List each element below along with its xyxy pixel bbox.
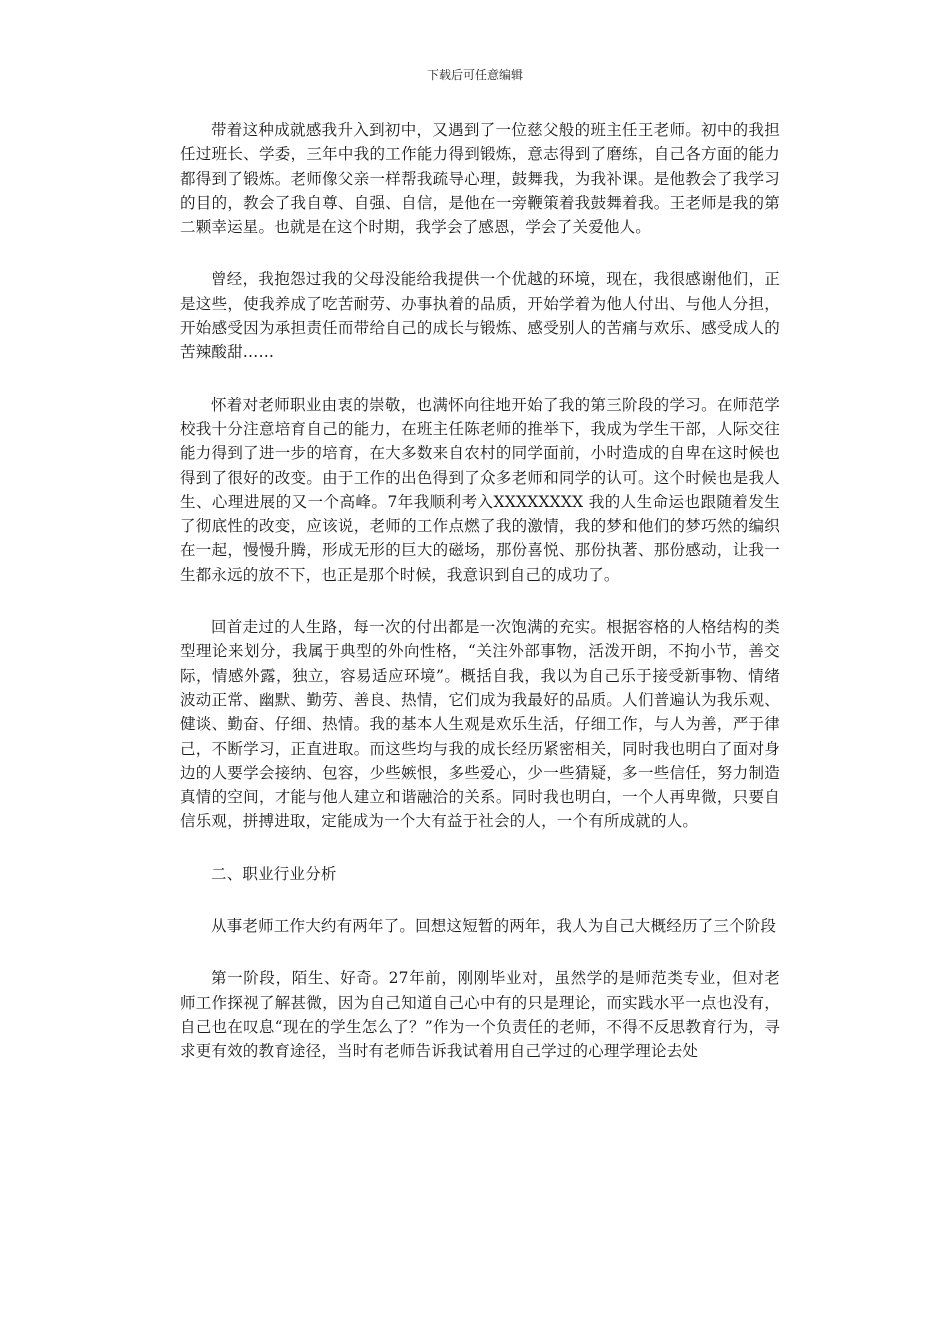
paragraph-normal-school: 怀着对老师职业由衷的崇敬，也满怀向往地开始了我的第三阶段的学习。在师范学校我十分注意培育自己的能力，在班主任陈老师的推举下，我成为学生干部，人际交往能力得到了进一步的培育，在大多数来自农村的同学面前，小时造成的自卑在这时候也得到了很好的改变。由于工作的出色得到了众多老师和同学的认可。这个时候也是我人生、心理进展的又一个高峰。7年我顺利考入XXXXXXXX 我的人生命运也跟随着发生了彻底性的改变，应该说，老师的工作点燃了我的激情，我的梦和他们的梦巧然的编织在一起，慢慢升腾，形成无形的巨大的磁场，那份喜悦、那份执著、那份感动，让我一生都永远的放不下，也正是那个时候，我意识到自己的成功了。 [180, 395, 780, 584]
paragraph-junior-high: 带着这种成就感我升入到初中，又遇到了一位慈父般的班主任王老师。初中的我担任过班长、学委，三年中我的工作能力得到锻炼，意志得到了磨练，自己各方面的能力都得到了锻炼。老师像父亲一样帮我疏导心理，鼓舞我，为我补课。是他教会了我学习的目的，教会了我自尊、自强、自信，是他在一旁鞭策着我鼓舞着我。王老师是我的第二颗幸运星。也就是在这个时期，我学会了感恩，学会了关爱他人。 [180, 121, 780, 237]
paragraph-teaching-years: 从事老师工作大约有两年了。回想这短暂的两年，我人为自己大概经历了三个阶段 [211, 917, 777, 936]
paragraph-stage-one: 第一阶段，陌生、好奇。27年前，刚刚毕业对，虽然学的是师范类专业，但对老师工作探视了解甚微，因为自己知道自己心中有的只是理论，而实践水平一点也没有，自己也在叹息“现在的学生怎么了？”作为一个负责任的老师，不得不反思教育行为，寻求更有效的教育途径，当时有老师告诉我试着用自己学过的心理学理论去处 [180, 969, 780, 1061]
paragraph-parents: 曾经，我抱怨过我的父母没能给我提供一个优越的环境，现在，我很感谢他们，正是这些，使我养成了吃苦耐劳、办事执着的品质，开始学着为他人付出、与他人分担，开始感受因为承担责任而带给自己的成长与锻炼、感受别人的苦痛与欢乐、感受成人的苦辣酸甜…… [180, 270, 780, 362]
section-heading-industry-analysis: 二、职业行业分析 [211, 864, 337, 883]
page-header: 下载后可任意编辑 [426, 68, 523, 82]
document-body [180, 118, 780, 1092]
paragraph-personality: 回首走过的人生路，每一次的付出都是一次饱满的充实。根据容格的人格结构的类型理论来划分，我属于典型的外向性格，“关注外部事物，活泼开朗，不拘小节，善交际，情感外露，独立，容易适应环境”。概括自我，我以为自己乐于接受新事物、情绪波动正常、幽默、勤劳、善良、热情，它们成为我最好的品质。人们普遍认为我乐观、健谈、勤奋、仔细、热情。我的基本人生观是欢乐生活，仔细工作，与人为善，严于律己，不断学习，正直进取。而这些均与我的成长经历紧密相关，同时我也明白了面对身边的人要学会接纳、包容，少些嫉恨，多些爱心，少一些猜疑，多一些信任，努力制造真情的空间，才能与他人建立和谐融洽的关系。同时我也明白，一个人再卑微，只要自信乐观，拼搏进取，定能成为一个大有益于社会的人，一个有所成就的人。 [180, 618, 780, 831]
